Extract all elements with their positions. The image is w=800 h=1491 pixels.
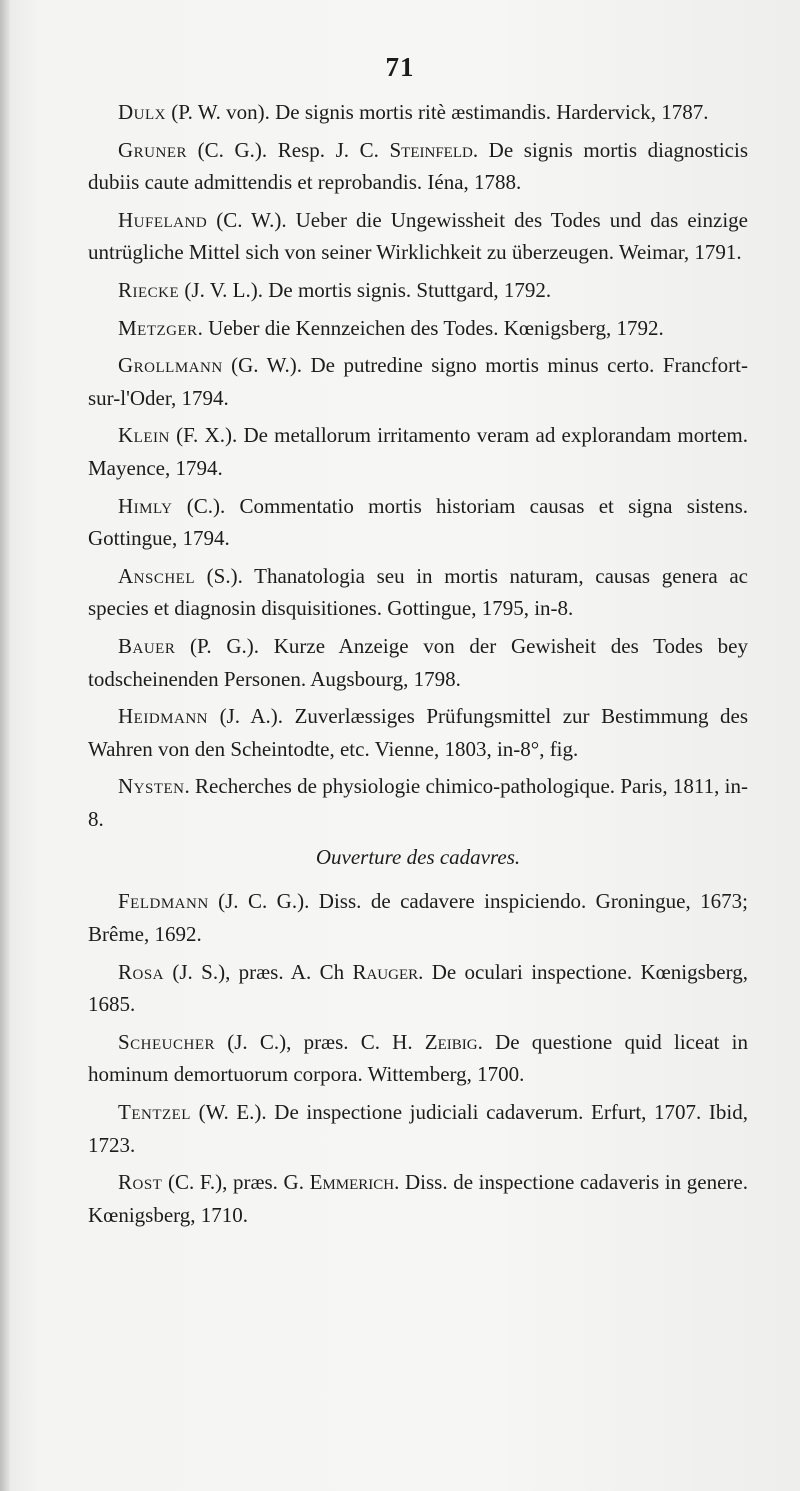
bibliography-entry bbox=[88, 419, 748, 484]
bibliography-entry bbox=[88, 700, 748, 765]
entry-text: . Ueber die Kennzeichen des Todes. Kœnigsberg, 1792. bbox=[197, 315, 664, 340]
entry-text: (F. X.). De metallorum irritamento veram ad explorandam mortem. Mayence, 1794. bbox=[88, 423, 748, 480]
entry-author: Heidmann bbox=[118, 704, 208, 729]
bibliography-entry bbox=[88, 274, 748, 307]
entry-text: (P. W. von). De signis mortis ritè æstimandis. Hardervick, 1787. bbox=[166, 100, 709, 124]
entry-author: Feldmann bbox=[118, 889, 209, 914]
entry-text: (G. W.). De putredine signo mortis minus certo. Francfort-sur-l'Oder, 1794. bbox=[88, 353, 748, 410]
entry-praeses-name: Emmerich bbox=[309, 1170, 395, 1195]
bibliography-entry bbox=[88, 312, 748, 345]
bibliography-entry bbox=[88, 204, 748, 269]
entry-author: Tentzel bbox=[118, 1100, 191, 1125]
entry-author: Hufeland bbox=[118, 207, 208, 232]
bibliography-entry bbox=[88, 349, 748, 414]
entry-text: . Recherches de physiologie chimico-pathologique. Paris, 1811, in-8. bbox=[88, 774, 748, 831]
bibliography-entry bbox=[88, 96, 748, 129]
entry-author: Scheucher bbox=[118, 1029, 216, 1054]
entries-after-section bbox=[88, 885, 748, 1231]
entry-author: Grollmann bbox=[118, 353, 223, 378]
entry-text: (J. V. L.). De mortis signis. Stuttgard, 1792. bbox=[179, 277, 552, 302]
bibliography-entry bbox=[88, 490, 748, 555]
entry-author: Riecke bbox=[118, 277, 180, 302]
entry-text: (J. C. G.). Diss. de cadavere inspiciendo. Groningue, 1673; Brême, 1692. bbox=[88, 889, 748, 947]
bibliography-entry bbox=[88, 134, 748, 199]
entry-text-continued: . De oculari inspectione. Kœnigsberg, 1685. bbox=[88, 959, 748, 1017]
bibliography-entry bbox=[88, 630, 748, 695]
entry-author: Klein bbox=[118, 423, 170, 448]
bibliography-entry bbox=[88, 1096, 748, 1161]
entry-author: Rost bbox=[118, 1170, 163, 1195]
entry-text: (P. G.). Kurze Anzeige von der Gewisheit des Todes bey todscheinenden Personen. Augsbourg, 1798. bbox=[88, 633, 748, 691]
entry-text: (S.). Thanatologia seu in mortis naturam, causas genera ac species et diagnosin disquisitiones. Gottingue, 1795, in-8. bbox=[88, 563, 748, 621]
bibliography-entry bbox=[88, 885, 748, 950]
bibliography-entry bbox=[88, 560, 748, 625]
entry-praeses-name: Zeibig bbox=[424, 1029, 478, 1054]
entry-author: Bauer bbox=[118, 633, 176, 658]
bibliography-entry bbox=[88, 956, 748, 1021]
entry-text: (C. G.). Resp. J. C. bbox=[187, 137, 390, 162]
entry-author: Dulx bbox=[118, 100, 166, 124]
entry-text-continued: . Diss. de inspectione cadaveris in genere. Kœnigsberg, 1710. bbox=[88, 1170, 748, 1227]
entry-text: (C.). Commentatio mortis historiam causas et signa sistens. Gottingue, 1794. bbox=[88, 493, 748, 551]
entry-text: (C. F.), præs. G. bbox=[162, 1170, 310, 1195]
entry-author: Gruner bbox=[118, 137, 188, 162]
entry-author: Anschel bbox=[118, 563, 196, 588]
bibliography-entry bbox=[88, 1166, 748, 1231]
entry-author: Nysten bbox=[118, 774, 185, 799]
entry-text: (W. E.). De inspectione judiciali cadaverum. Erfurt, 1707. Ibid, 1723. bbox=[88, 1100, 748, 1157]
entry-text: (J. C.), præs. C. H. bbox=[215, 1029, 425, 1054]
entry-text: (J. S.), præs. A. Ch bbox=[164, 959, 353, 984]
page-edge-shadow bbox=[0, 0, 10, 1491]
bibliography-text bbox=[88, 96, 748, 1236]
page-number: 71 bbox=[385, 52, 415, 82]
entry-author: Rosa bbox=[118, 959, 165, 984]
section-heading: Ouverture des cadavres. bbox=[315, 845, 521, 870]
entries-before-section bbox=[88, 96, 748, 835]
bibliography-entry bbox=[88, 770, 748, 835]
bibliography-entry bbox=[88, 1026, 748, 1091]
entry-praeses-name: Rauger bbox=[352, 959, 419, 984]
entry-text: (C. W.). Ueber die Ungewissheit des Todes und das einzige untrügliche Mittel sich von seiner Wirklichkeit zu überzeugen. Weimar, 1791. bbox=[88, 207, 748, 265]
entry-text-continued: . De questione quid liceat in hominum demortuorum corpora. Wittemberg, 1700. bbox=[88, 1029, 748, 1087]
entry-praeses-name: Steinfeld bbox=[389, 137, 473, 162]
entry-author: Metzger bbox=[118, 315, 198, 340]
entry-text: (J. A.). Zuverlæssiges Prüfungsmittel zur Bestimmung des Wahren von den Scheintodte, etc. Vienne, 1803, in-8°, fig. bbox=[88, 704, 748, 761]
entry-author: Himly bbox=[118, 493, 173, 518]
entry-text-continued: . De signis mortis diagnosticis dubiis caute admittendis et reprobandis. Iéna, 1788. bbox=[88, 137, 748, 195]
